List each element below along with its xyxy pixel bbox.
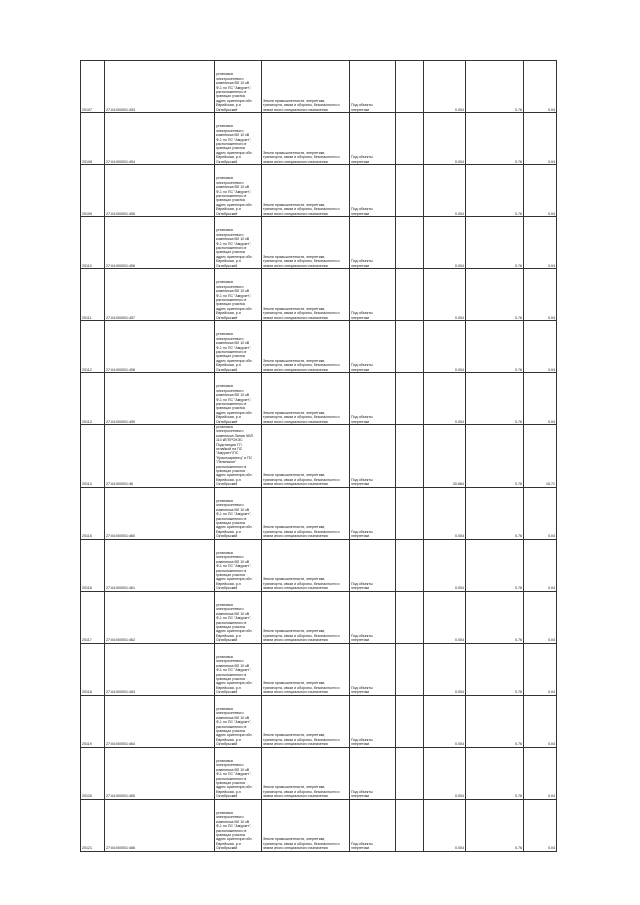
rate-cell: 0.76 [466,217,524,269]
land-category-cell: Земли промышленности, энергетики, транспорта, связи и обороны, безопасности и земли иного специального назначения [262,747,350,799]
rate-cell: 0.76 [466,487,524,539]
value-cell: 0.04 [524,269,557,321]
row-number-cell: 20112 [81,321,105,373]
empty-cell [396,321,424,373]
purpose-cell: установка электросетевого комплекса ВЛ 10 кВ Ф-1 по ПС "Амурзет", расположенного в границах участка адрес ориентира обл. Еврейская, р-н Октябрьский [215,269,262,321]
row-number-cell: 20108 [81,113,105,165]
land-category-cell: Земли промышленности, энергетики, транспорта, связи и обороны, безопасности и земли иного специального назначения [262,269,350,321]
empty-cell [396,113,424,165]
value-cell: 0.04 [524,61,557,113]
purpose-cell: установка электросетевого комплекса ВЛ 10 кВ Ф-1 по ПС "Амурзет", расположенного в границах участка адрес ориентира обл. Еврейская, р-н Октябрьский [215,695,262,747]
permitted-use-cell: Под объекты энергетики [350,165,396,217]
value-cell: 0.04 [524,373,557,425]
table-row [81,425,557,488]
empty-cell [396,747,424,799]
area-cell: 0.004 [424,539,466,591]
permitted-use-cell: Под объекты энергетики [350,799,396,851]
cadastral-number-cell: 27:04:000001:466 [105,799,215,851]
rate-cell: 0.76 [466,373,524,425]
purpose-cell: установка электросетевого комплекса Линия ЧВЛ 110 кВ"ЕРОКЭС Подстанция ГП отпайкой на ПС "Амурзет"/ПС "Красноармеец" и ПС "Ленинское" расположенного в границах участка адрес ориентира обл. Еврейская, р-н Октябрьский [215,425,262,488]
purpose-cell: установка электросетевого комплекса ВЛ 10 кВ Ф-1 по ПС "Амурзет", расположенного в границах участка адрес ориентира обл. Еврейская, р-н Октябрьский [215,643,262,695]
empty-cell [396,695,424,747]
purpose-cell: установка электросетевого комплекса ВЛ 10 кВ Ф-1 по ПС "Амурзет", расположенного в границах участка адрес ориентира обл. Еврейская, р-н Октябрьский [215,165,262,217]
area-cell: 0.004 [424,217,466,269]
table-row [81,217,557,269]
table-body [81,61,557,852]
row-number-cell: 20107 [81,61,105,113]
value-cell: 0.04 [524,799,557,851]
rate-cell: 0.76 [466,61,524,113]
purpose-cell: установка электросетевого комплекса ВЛ 10 кВ Ф-1 по ПС "Амурзет", расположенного в границах участка адрес ориентира обл. Еврейская, р-н Октябрьский [215,113,262,165]
row-number-cell: 20119 [81,695,105,747]
table-row [81,695,557,747]
row-number-cell: 20118 [81,643,105,695]
cadastral-number-cell: 27:04:000001:464 [105,695,215,747]
table-row [81,643,557,695]
rate-cell: 0.76 [466,539,524,591]
area-cell: 0.004 [424,799,466,851]
area-cell: 0.004 [424,487,466,539]
area-cell: 0.004 [424,269,466,321]
area-cell: 20.664 [424,425,466,488]
row-number-cell: 20121 [81,799,105,851]
rate-cell: 0.76 [466,113,524,165]
permitted-use-cell: Под объекты энергетики [350,487,396,539]
table-row [81,165,557,217]
empty-cell [396,799,424,851]
table-row [81,321,557,373]
rate-cell: 0.76 [466,321,524,373]
empty-cell [396,269,424,321]
land-category-cell: Земли промышленности, энергетики, транспорта, связи и обороны, безопасности и земли иного специального назначения [262,591,350,643]
row-number-cell: 20120 [81,747,105,799]
area-cell: 0.004 [424,591,466,643]
rate-cell: 0.76 [466,799,524,851]
row-number-cell: 20117 [81,591,105,643]
table-row [81,373,557,425]
land-category-cell: Земли промышленности, энергетики, транспорта, связи и обороны, безопасности и земли иного специального назначения [262,165,350,217]
permitted-use-cell: Под объекты энергетики [350,321,396,373]
cadastral-number-cell: 27:04:000001:455 [105,165,215,217]
purpose-cell: установка электросетевого комплекса ВЛ 10 кВ Ф-1 по ПС "Амурзет", расположенного в границах участка адрес ориентира обл. Еврейская, р-н Октябрьский [215,799,262,851]
empty-cell [396,217,424,269]
value-cell: 0.04 [524,487,557,539]
purpose-cell: установка электросетевого комплекса ВЛ 10 кВ Ф-1 по ПС "Амурзет", расположенного в границах участка адрес ориентира обл. Еврейская, р-н Октябрьский [215,321,262,373]
land-category-cell: Земли промышленности, энергетики, транспорта, связи и обороны, безопасности и земли иного специального назначения [262,695,350,747]
cadastral-number-cell: 27:04:000001:459 [105,373,215,425]
value-cell: 15.71 [524,425,557,488]
permitted-use-cell: Под объекты энергетики [350,269,396,321]
purpose-cell: установка электросетевого комплекса ВЛ 10 кВ Ф-1 по ПС "Амурзет", расположенного в границах участка адрес ориентира обл. Еврейская, р-н Октябрьский [215,747,262,799]
area-cell: 0.004 [424,61,466,113]
area-cell: 0.004 [424,113,466,165]
row-number-cell: 20110 [81,217,105,269]
rate-cell: 0.76 [466,269,524,321]
land-category-cell: Земли промышленности, энергетики, транспорта, связи и обороны, безопасности и земли иного специального назначения [262,487,350,539]
land-category-cell: Земли промышленности, энергетики, транспорта, связи и обороны, безопасности и земли иного специального назначения [262,799,350,851]
area-cell: 0.004 [424,373,466,425]
empty-cell [396,487,424,539]
purpose-cell: установка электросетевого комплекса ВЛ 10 кВ Ф-1 по ПС "Амурзет", расположенного в границах участка адрес ориентира обл. Еврейская, р-н Октябрьский [215,591,262,643]
empty-cell [396,61,424,113]
permitted-use-cell: Под объекты энергетики [350,425,396,488]
rate-cell: 0.76 [466,165,524,217]
land-category-cell: Земли промышленности, энергетики, транспорта, связи и обороны, безопасности и земли иного специального назначения [262,321,350,373]
value-cell: 0.04 [524,695,557,747]
permitted-use-cell: Под объекты энергетики [350,695,396,747]
row-number-cell: 20116 [81,539,105,591]
cadastral-number-cell: 27:04:000001:458 [105,321,215,373]
area-cell: 0.004 [424,321,466,373]
value-cell: 0.04 [524,321,557,373]
land-category-cell: Земли промышленности, энергетики, транспорта, связи и обороны, безопасности и земли иного специального назначения [262,217,350,269]
permitted-use-cell: Под объекты энергетики [350,113,396,165]
permitted-use-cell: Под объекты энергетики [350,643,396,695]
land-plot-table-page [80,60,556,852]
area-cell: 0.004 [424,695,466,747]
permitted-use-cell: Под объекты энергетики [350,591,396,643]
table-row [81,269,557,321]
cadastral-number-cell: 27:04:000001:462 [105,591,215,643]
land-category-cell: Земли промышленности, энергетики, транспорта, связи и обороны, безопасности и земли иного специального назначения [262,113,350,165]
table-row [81,591,557,643]
purpose-cell: установка электросетевого комплекса ВЛ 10 кВ Ф-1 по ПС "Амурзет", расположенного в границах участка адрес ориентира обл. Еврейская, р-н Октябрьский [215,373,262,425]
row-number-cell: 20109 [81,165,105,217]
value-cell: 0.04 [524,591,557,643]
value-cell: 0.04 [524,539,557,591]
rate-cell: 0.76 [466,425,524,488]
value-cell: 0.04 [524,217,557,269]
cadastral-number-cell: 27:04:000001:463 [105,643,215,695]
cadastral-number-cell: 27:04:000001:456 [105,217,215,269]
land-category-cell: Земли промышленности, энергетики, транспорта, связи и обороны, безопасности и земли иного специального назначения [262,61,350,113]
cadastral-number-cell: 27:04:000001:46 [105,425,215,488]
empty-cell [396,591,424,643]
value-cell: 0.04 [524,165,557,217]
row-number-cell: 20114 [81,425,105,488]
rate-cell: 0.76 [466,747,524,799]
empty-cell [396,425,424,488]
value-cell: 0.04 [524,747,557,799]
rate-cell: 0.76 [466,695,524,747]
row-number-cell: 20111 [81,269,105,321]
value-cell: 0.04 [524,643,557,695]
rate-cell: 0.76 [466,591,524,643]
empty-cell [396,539,424,591]
rate-cell: 0.76 [466,643,524,695]
permitted-use-cell: Под объекты энергетики [350,373,396,425]
permitted-use-cell: Под объекты энергетики [350,61,396,113]
table-row [81,539,557,591]
land-category-cell: Земли промышленности, энергетики, транспорта, связи и обороны, безопасности и земли иного специального назначения [262,425,350,488]
permitted-use-cell: Под объекты энергетики [350,217,396,269]
cadastral-number-cell: 27:04:000001:454 [105,113,215,165]
permitted-use-cell: Под объекты энергетики [350,747,396,799]
empty-cell [396,373,424,425]
table-row [81,487,557,539]
table-row [81,799,557,851]
value-cell: 0.04 [524,113,557,165]
purpose-cell: установка электросетевого комплекса ВЛ 10 кВ Ф-1 по ПС "Амурзет", расположенного в границах участка адрес ориентира обл. Еврейская, р-н Октябрьский [215,217,262,269]
purpose-cell: установка электросетевого комплекса ВЛ 10 кВ Ф-1 по ПС "Амурзет", расположенного в границах участка адрес ориентира обл. Еврейская, р-н Октябрьский [215,487,262,539]
table-row [81,747,557,799]
purpose-cell: установка электросетевого комплекса ВЛ 10 кВ Ф-1 по ПС "Амурзет", расположенного в границах участка адрес ориентира обл. Еврейская, р-н Октябрьский [215,539,262,591]
table-row [81,113,557,165]
land-plot-table [80,60,557,852]
row-number-cell: 20113 [81,373,105,425]
cadastral-number-cell: 27:04:000001:460 [105,487,215,539]
land-category-cell: Земли промышленности, энергетики, транспорта, связи и обороны, безопасности и земли иного специального назначения [262,373,350,425]
area-cell: 0.004 [424,747,466,799]
empty-cell [396,165,424,217]
area-cell: 0.004 [424,643,466,695]
cadastral-number-cell: 27:04:000001:453 [105,61,215,113]
permitted-use-cell: Под объекты энергетики [350,539,396,591]
cadastral-number-cell: 27:04:000001:461 [105,539,215,591]
cadastral-number-cell: 27:04:000001:457 [105,269,215,321]
land-category-cell: Земли промышленности, энергетики, транспорта, связи и обороны, безопасности и земли иного специального назначения [262,643,350,695]
table-row [81,61,557,113]
empty-cell [396,643,424,695]
cadastral-number-cell: 27:04:000001:465 [105,747,215,799]
purpose-cell: установка электросетевого комплекса ВЛ 10 кВ Ф-1 по ПС "Амурзет", расположенного в границах участка адрес ориентира обл. Еврейская, р-н Октябрьский [215,61,262,113]
area-cell: 0.004 [424,165,466,217]
row-number-cell: 20115 [81,487,105,539]
land-category-cell: Земли промышленности, энергетики, транспорта, связи и обороны, безопасности и земли иного специального назначения [262,539,350,591]
